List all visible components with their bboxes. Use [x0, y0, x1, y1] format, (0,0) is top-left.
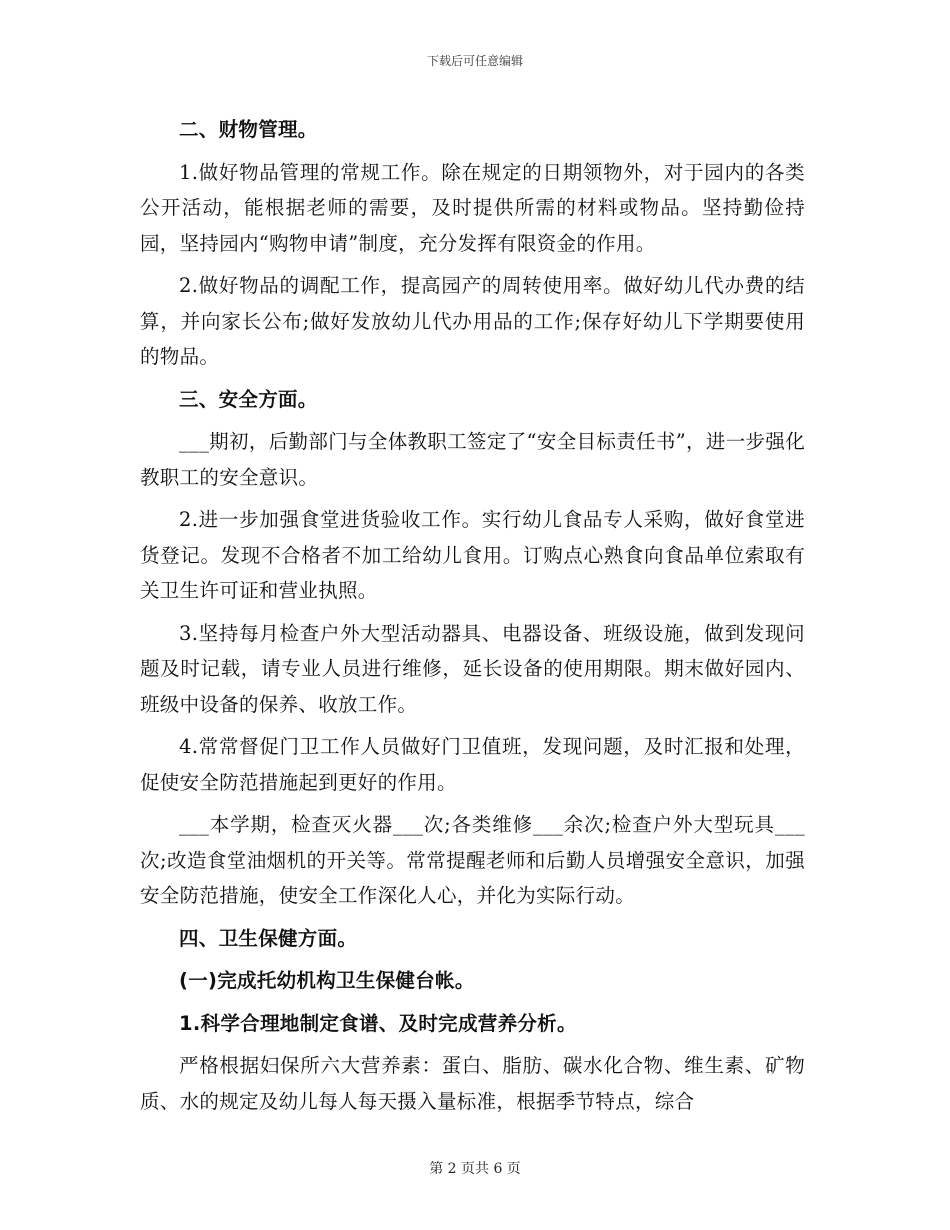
page-footer: 第 2 页共 6 页 [429, 1161, 521, 1177]
document-body [140, 112, 805, 1119]
paragraph: ___本学期，检查灭火器___次;各类维修___余次;检查户外大型玩具___次;改造食堂油烟机的开关等。常常提醒老师和后勤人员增强安全意识，加强安全防范措施，使安全工作深化人心，并化为实际行动。 [140, 813, 805, 907]
paragraph: 4.常常督促门卫工作人员做好门卫值班，发现问题，及时汇报和处理，促使安全防范措施起到更好的作用。 [140, 735, 805, 794]
section-heading-safety: 三、安全方面。 [179, 387, 318, 411]
paragraph: 2.进一步加强食堂进货验收工作。实行幼儿食品专人采购，做好食堂进货登记。发现不合格者不加工给幼儿食用。订购点心熟食向食品单位索取有关卫生许可证和营业执照。 [140, 508, 805, 602]
subsection-heading: 1.科学合理地制定食谱、及时完成营养分析。 [179, 1011, 577, 1035]
subsection-heading: (一)完成托幼机构卫生保健台帐。 [179, 969, 475, 992]
paragraph: 2.做好物品的调配工作，提高园产的周转使用率。做好幼儿代办费的结算，并向家长公布;做好发放幼儿代办用品的工作;保存好幼儿下学期要使用的物品。 [140, 274, 805, 368]
section-heading-health: 四、卫生保健方面。 [179, 926, 358, 950]
paragraph: 1.做好物品管理的常规工作。除在规定的日期领物外，对于园内的各类公开活动，能根据老师的需要，及时提供所需的材料或物品。坚持勤俭持园，坚持园内“购物申请”制度，充分发挥有限资金的作用。 [140, 160, 805, 255]
paragraph: ___期初，后勤部门与全体教职工签定了“安全目标责任书”，进一步强化教职工的安全意识。 [140, 430, 805, 489]
section-heading-finance: 二、财物管理。 [179, 118, 318, 141]
page-header: 下载后可任意编辑 [426, 54, 523, 68]
paragraph: 严格根据妇保所六大营养素：蛋白、脂肪、碳水化合物、维生素、矿物质、水的规定及幼儿每人每天摄入量标准，根据季节特点，综合 [140, 1054, 805, 1113]
paragraph: 3.坚持每月检查户外大型活动器具、电器设备、班级设施，做到发现问题及时记载，请专业人员进行维修，延长设备的使用期限。期末做好园内、班级中设备的保养、收放工作。 [140, 621, 805, 716]
